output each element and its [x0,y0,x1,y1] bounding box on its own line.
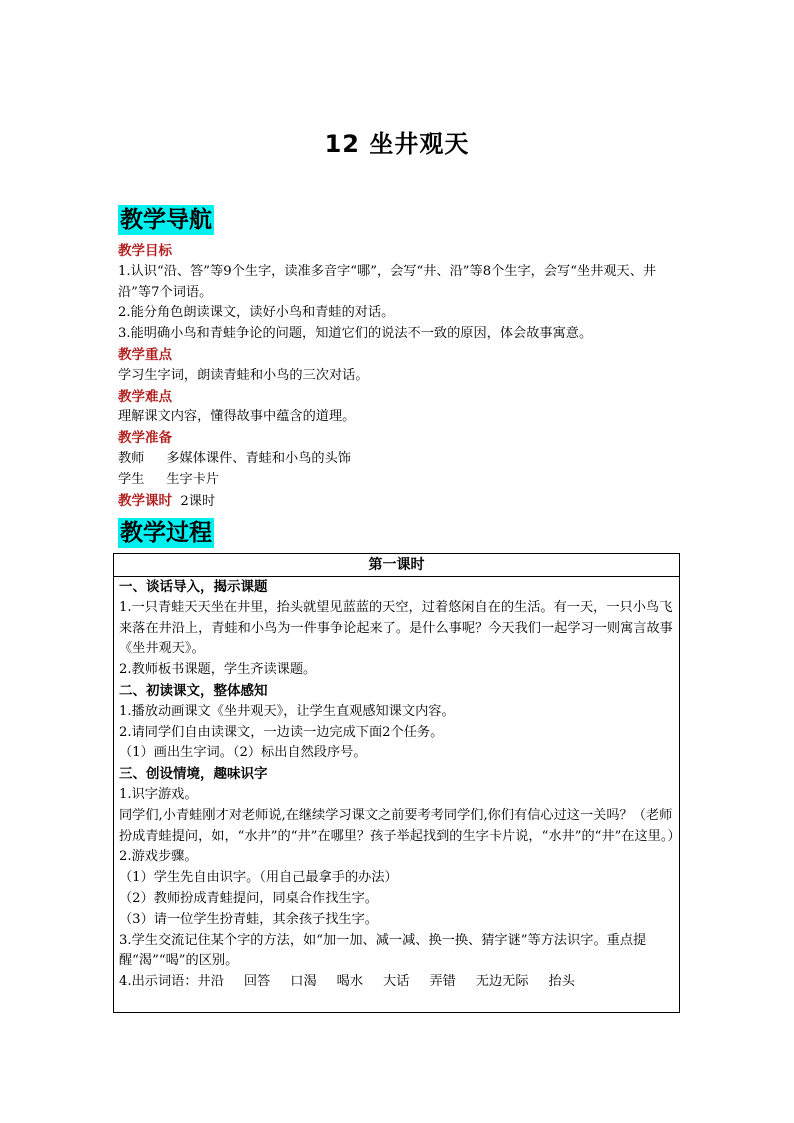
objective-item: 3.能明确小鸟和青蛙争论的问题，知道它们的说法不一致的原因，体会故事寓意。 [118,326,593,342]
paragraph: 1.识字游戏。 [119,786,198,802]
preparation-role: 教师 [118,450,145,466]
lesson-table [113,553,680,1013]
part-heading: 三、创设情境，趣味识字 [119,766,268,783]
part-heading: 二、初读课文，整体感知 [119,682,268,699]
preparation-items: 生字卡片 [166,471,220,487]
teaching-guide-section [118,241,688,512]
class-hours-label: 教学课时 [118,492,172,509]
paragraph: 2.教师板书课题，学生齐读课题。 [119,662,317,678]
objectives-label: 教学目标 [118,243,172,259]
key-points-text: 学习生字词，朗读青蛙和小鸟的三次对话。 [118,367,369,383]
vocabulary-word: 井沿 [197,974,224,990]
difficulty-text: 理解课文内容，懂得故事中蕴含的道理。 [118,409,356,425]
vocabulary-word: 口渴 [290,974,317,990]
lesson-title: 12 坐井观天 [324,130,470,158]
class-hours-value: 2课时 [180,493,216,509]
vocabulary-word: 喝水 [336,974,364,990]
paragraph: 1.一只青蛙天天坐在井里，抬头就望见蓝蓝的天空，过着悠闲自在的生活。有一天，一只小鸟飞来落在井沿上，青蛙和小鸟为一件事争论起来了。是什么事呢？今天我们一起学习一则寓言故事《坐井观天》。 [119,599,673,657]
paragraph: （1）学生先自由识字。（用自己最拿手的办法） [119,870,398,886]
preparation-items: 多媒体课件、青蛙和小鸟的头饰 [166,450,351,466]
key-points-label: 教学重点 [118,346,172,363]
paragraph: 1.播放动画课文《坐井观天》，让学生直观感知课文内容。 [119,703,455,719]
objective-item: 2.能分角色朗读课文，读好小鸟和青蛙的对话。 [118,305,395,321]
paragraph: 同学们,小青蛙刚才对老师说,在继续学习课文之前要考考同学们,你们有信心过这一关吗？（老师扮成青蛙提问，如，“水井”的“井”在哪里？孩子举起找到的生字卡片说，“水井”的“井”在这里。） [119,807,681,844]
objective-item: 1.认识“沿、答”等9个生字，读准多音字“哪”，会写“井、沿”等8个生字，会写“坐井观天、井沿”等7个词语。 [118,263,657,300]
preparation-label: 教学准备 [118,430,172,447]
vocabulary-row [119,972,675,993]
vocabulary-word: 回答 [243,974,271,990]
preparation-row [118,449,688,470]
vocabulary-word: 无边无际 [475,974,529,990]
paragraph: 3.学生交流记住某个字的方法，如“加一加、减一减、换一换、猜字谜”等方法识字。重点提醒“渴”“喝”的区别。 [119,932,647,969]
vocabulary-word: 弄错 [429,974,456,990]
vocabulary-label: 4.出示词语： [119,974,198,990]
teaching-process-heading: 教学过程 [120,520,212,546]
paragraph: （1）画出生字词。（2）标出自然段序号。 [119,745,367,761]
paragraph: 2.游戏步骤。 [119,849,198,865]
vocabulary-word: 大话 [383,974,410,990]
difficulty-label: 教学难点 [118,388,172,405]
teaching-guide-heading: 教学导航 [120,207,212,233]
preparation-role: 学生 [118,471,145,487]
lesson-period-title: 第一课时 [114,554,679,577]
preparation-row [118,470,688,491]
part-heading: 一、谈话导入，揭示课题 [119,579,268,595]
vocabulary-word: 抬头 [548,974,575,990]
paragraph: 2.请同学们自由读课文，一边读一边完成下面2个任务。 [119,724,444,740]
paragraph: （3）请一位学生扮青蛙，其余孩子找生字。 [119,911,378,927]
paragraph: （2）教师扮成青蛙提问，同桌合作找生字。 [119,890,378,906]
class-hours-row [118,491,688,513]
